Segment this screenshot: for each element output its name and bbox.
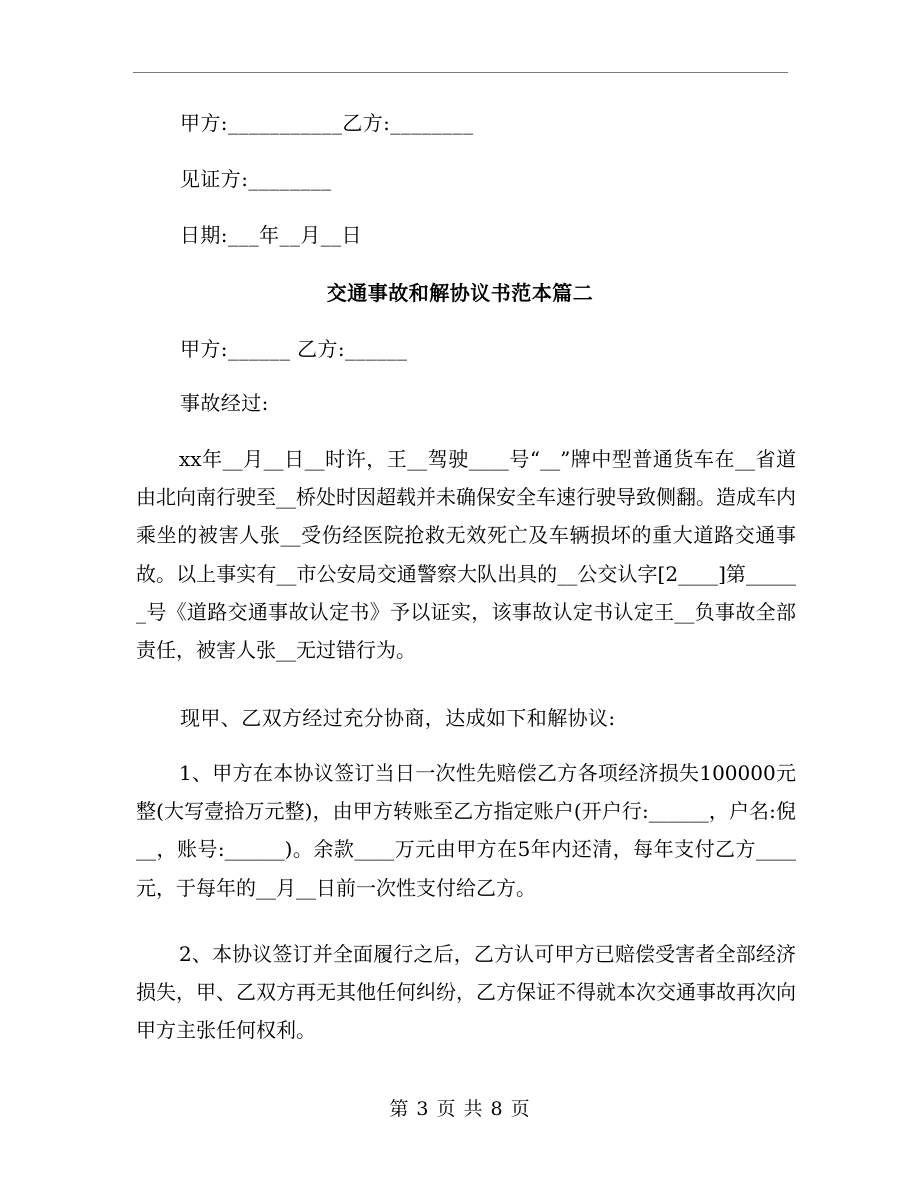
signature-witness-line: 见证方:________ [180, 167, 332, 191]
page-footer: 第 3 页 共 8 页 [389, 1098, 531, 1120]
header-rule [133, 72, 788, 73]
section-title: 交通事故和解协议书范本篇二 [326, 281, 594, 305]
clause-2-paragraph: 2、本协议签订并全面履行之后，乙方认可甲方已赔偿受害者全部经济损失，甲、乙双方再无其他任何纠纷，乙方保证不得就本次交通事故再次向甲方主张任何权利。 [136, 942, 796, 1043]
agreement-intro: 现甲、乙双方经过充分协商，达成如下和解协议: [180, 706, 616, 730]
clause-1-paragraph: 1、甲方在本协议签订当日一次性先赔偿乙方各项经济损失100000元整(大写壹拾万元整)，由甲方转账至乙方指定账户(开户行:______，户名:倪__，账号:______)。余款____万元由甲方在5年内还清，每年支付乙方____元，于每年的__月__日前一次性支付给乙方。 [136, 761, 796, 900]
signature-parties-line: 甲方:___________乙方:________ [180, 111, 474, 135]
accident-paragraph: xx年__月__日__时许，王__驾驶____号“__”牌中型普通货车在__省道由北向南行驶至__桥处时因超载并未确保安全车速行驶导致侧翻。造成车内乘坐的被害人张__受伤经医院抢救无效死亡及车辆损坏的重大道路交通事故。以上事实有__市公安局交通警察大队出具的__公交认字[2____]第______号《道路交通事故认定书》予以证实，该事故认定书认定王__负事故全部责任，被害人张__无过错行为。 [136, 447, 796, 663]
parties-line: 甲方:______ 乙方:______ [180, 337, 408, 361]
accident-heading: 事故经过: [180, 391, 269, 415]
signature-date-line: 日期:___年__月__日 [180, 223, 362, 247]
